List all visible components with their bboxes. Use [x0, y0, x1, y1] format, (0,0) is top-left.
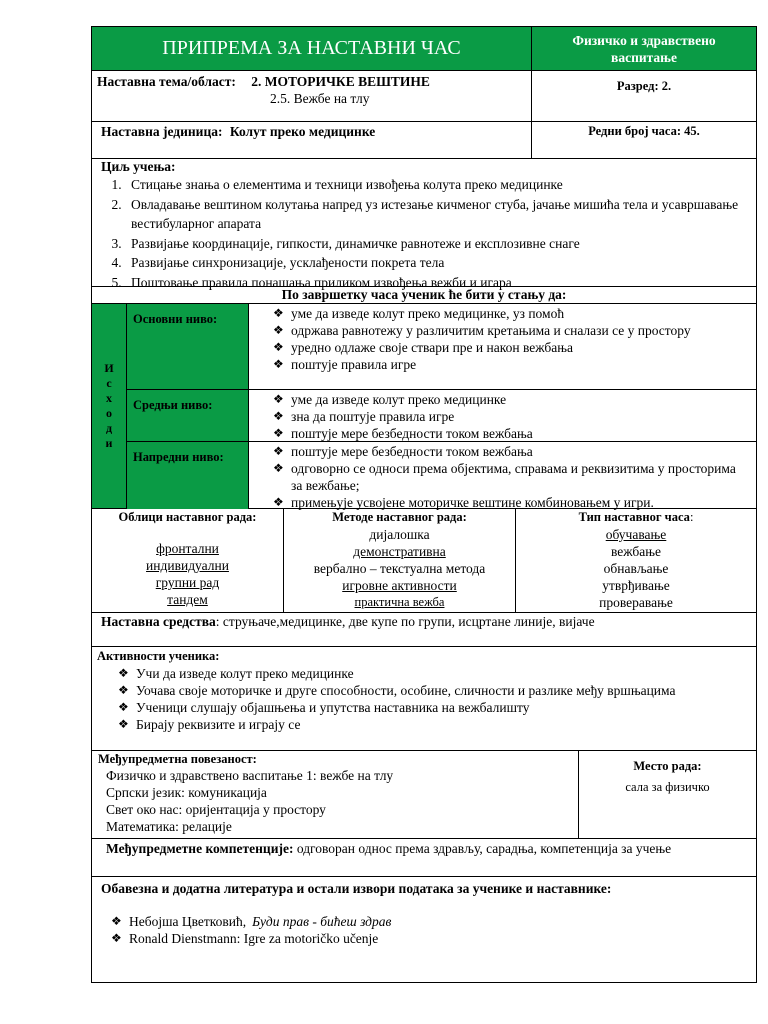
- competences-label: Међупредметне компетенције:: [106, 841, 294, 856]
- form-item: групни рад: [155, 575, 220, 590]
- correlation-label: Међупредметна повезаност:: [98, 752, 257, 766]
- outcome-item: ❖ поштује мере безбедности током вежбања: [269, 425, 750, 442]
- grade-cell: [532, 71, 756, 121]
- correlation-row: [92, 751, 756, 839]
- correlation-list: [106, 767, 570, 835]
- method-item: практична вежба: [354, 595, 445, 609]
- type-item: вежбање: [610, 544, 662, 559]
- resources-value: : струњаче,медицинке, две купе по групи, исцртане линије, вијаче: [215, 614, 595, 629]
- method-item: демонстративна: [353, 544, 446, 559]
- outcome-item: ❖ одговорно се односи према објектима, справама и реквизитима у просторима за вежбање;: [269, 460, 750, 494]
- side-label-letter: с: [106, 376, 112, 390]
- outcomes-heading: По завршетку часа ученик ће бити у стању да:: [281, 287, 567, 302]
- method-item: дијалошка: [369, 527, 430, 542]
- literature-label: Обавезна и додатна литература и остали извори података за ученике и наставнике:: [101, 881, 612, 896]
- unit-row: [92, 122, 756, 159]
- place-label: Место рада:: [633, 759, 702, 773]
- outcome-item: ❖ зна да поштује правила игре: [269, 408, 750, 425]
- outcome-item: ❖ поштује правила игре: [269, 356, 750, 373]
- type-item: обнављање: [603, 561, 669, 576]
- outcome-item: ❖ уредно одлаже своје ствари пре и након вежбања: [269, 339, 750, 356]
- goal-item: 3. Развијање координације, гипкости, динамичке равнотеже и експлозивне снаге: [125, 234, 742, 254]
- correlation-item: Српски језик: комуникација: [106, 785, 267, 800]
- type-item: обучавање: [605, 527, 667, 542]
- correlation-cell: [92, 751, 579, 838]
- methods-label: Методе наставног рада:: [332, 510, 467, 524]
- advanced-level-list: [249, 442, 756, 509]
- form-item: фронтални: [156, 541, 219, 556]
- outcomes-side-label: [92, 304, 127, 508]
- middle-level-label: Средњи ниво:: [127, 390, 249, 442]
- subject-name: Физичко и здравствено васпитање: [572, 32, 716, 65]
- title-cell: [92, 27, 532, 70]
- basic-level-list: [249, 304, 756, 390]
- forms-list: [92, 540, 283, 608]
- form-item: индивидуални: [146, 558, 229, 573]
- correlation-item: Математика: релације: [106, 819, 232, 834]
- unit-label: Наставна јединица:: [101, 124, 223, 139]
- subject-cell: [532, 27, 756, 70]
- literature-title: Буди прав - бићеш здрав: [252, 914, 392, 929]
- topic-label: Наставна тема/област:: [97, 74, 236, 89]
- form-item: тандем: [167, 592, 208, 607]
- outcomes-heading-row: [92, 287, 756, 304]
- outcome-item: ❖ поштује мере безбедности током вежбања: [269, 443, 750, 460]
- method-item: игровне активности: [342, 578, 457, 593]
- side-label-letter: х: [106, 391, 112, 405]
- side-label-letter: о: [106, 406, 112, 420]
- topic-row: [92, 71, 756, 122]
- competences-row: [92, 839, 756, 877]
- goal-item: 5. Поштовање правила понашања приликом извођења вежби и игара: [125, 273, 742, 293]
- goals-list: [101, 175, 742, 292]
- place-cell: [579, 751, 756, 838]
- side-label-letter: И: [104, 361, 114, 375]
- lesson-plan-table: [91, 26, 757, 983]
- activity-item: ❖ Ученици слушају објашњења и упутства наставника на вежбалишту: [114, 699, 742, 716]
- goal-item: 2. Овладавање вештином колутања напред уз истезање кичменог стуба, јачање мишића тела и усавршавање вестибуларног апарата: [125, 195, 742, 234]
- activity-item: ❖ Бирају реквизите и играју се: [114, 716, 742, 733]
- lesson-number-cell: [532, 122, 756, 158]
- outcome-item: ❖ уме да изведе колут преко медицинке: [269, 391, 750, 408]
- middle-level-list: [249, 390, 756, 442]
- topic-cell: [92, 71, 532, 121]
- goals-label: Циљ учења:: [101, 159, 176, 174]
- unit-cell: [92, 122, 532, 158]
- advanced-level-label: Напредни ниво:: [127, 442, 249, 509]
- type-item: проверавање: [599, 595, 673, 610]
- goal-item: 1. Стицање знања о елементима и техници извођења колута преко медицинке: [125, 175, 742, 195]
- correlation-item: Физичко и здравствено васпитање 1: вежбе на тлу: [106, 768, 394, 783]
- types-list: [516, 526, 756, 611]
- activities-list: [114, 665, 742, 733]
- resources-row: [92, 613, 756, 647]
- methods-cell: [284, 509, 516, 612]
- forms-label: Облици наставног рада:: [118, 510, 257, 524]
- topic-subvalue: 2.5. Вежбе на тлу: [270, 91, 370, 106]
- methods-row: [92, 509, 756, 613]
- grade-value: Разред: 2.: [616, 79, 672, 93]
- goal-item: 4. Развијање синхронизације, усклађености покрета тела: [125, 253, 742, 273]
- types-label: Тип наставног часа: [578, 510, 690, 524]
- basic-level-label: Основни ниво:: [127, 304, 249, 390]
- outcomes-block: [92, 304, 756, 509]
- outcome-item: ❖ уме да изведе колут преко медицинке, уз помоћ: [269, 305, 750, 322]
- literature-item: [107, 930, 747, 947]
- activities-row: [92, 647, 756, 751]
- literature-list: [107, 913, 747, 947]
- outcome-item: ❖ одржава равнотежу у различитим кретањима и сналази се у простору: [269, 322, 750, 339]
- method-item: вербално – текстуална метода: [313, 561, 486, 576]
- page-title: ПРИПРЕМА ЗА НАСТАВНИ ЧАС: [162, 37, 461, 59]
- literature-author: Небојша Цветковић,: [129, 914, 247, 929]
- literature-author: Ronald Dienstmann: Igre za motoričko učenje: [129, 931, 379, 946]
- side-label-letter: д: [105, 421, 113, 435]
- resources-label: Наставна средства: [101, 614, 216, 629]
- header-row: [92, 27, 756, 71]
- goals-row: [92, 159, 756, 290]
- type-item: утврђивање: [602, 578, 670, 593]
- competences-value: одговоран однос према здрављу, сарадња, компетенција за учење: [296, 841, 672, 856]
- unit-value: Колут преко медицинке: [229, 124, 376, 139]
- forms-cell: [92, 509, 284, 612]
- place-value: сала за физичко: [625, 780, 710, 794]
- correlation-item: Свет око нас: оријентација у простору: [106, 802, 326, 817]
- literature-row: [92, 877, 756, 984]
- methods-list: [284, 526, 515, 611]
- outcome-item: ❖ примењује усвојене моторичке вештине комбиновањем у игри.: [269, 494, 750, 511]
- lesson-number: Редни број часа: 45.: [588, 124, 700, 138]
- topic-value: 2. МОТОРИЧКЕ ВЕШТИНЕ: [251, 74, 430, 89]
- activity-item: ❖ Уочава своје моторичке и друге способности, особине, сличности и разлике међу вршњацима: [114, 682, 742, 699]
- types-cell: [516, 509, 756, 612]
- activity-item: ❖ Учи да изведе колут преко медицинке: [114, 665, 742, 682]
- literature-item: [107, 913, 747, 930]
- activities-label: Активности ученика:: [97, 649, 220, 663]
- side-label-letter: и: [105, 436, 113, 450]
- types-label-line: Тип наставног часа:: [578, 510, 694, 524]
